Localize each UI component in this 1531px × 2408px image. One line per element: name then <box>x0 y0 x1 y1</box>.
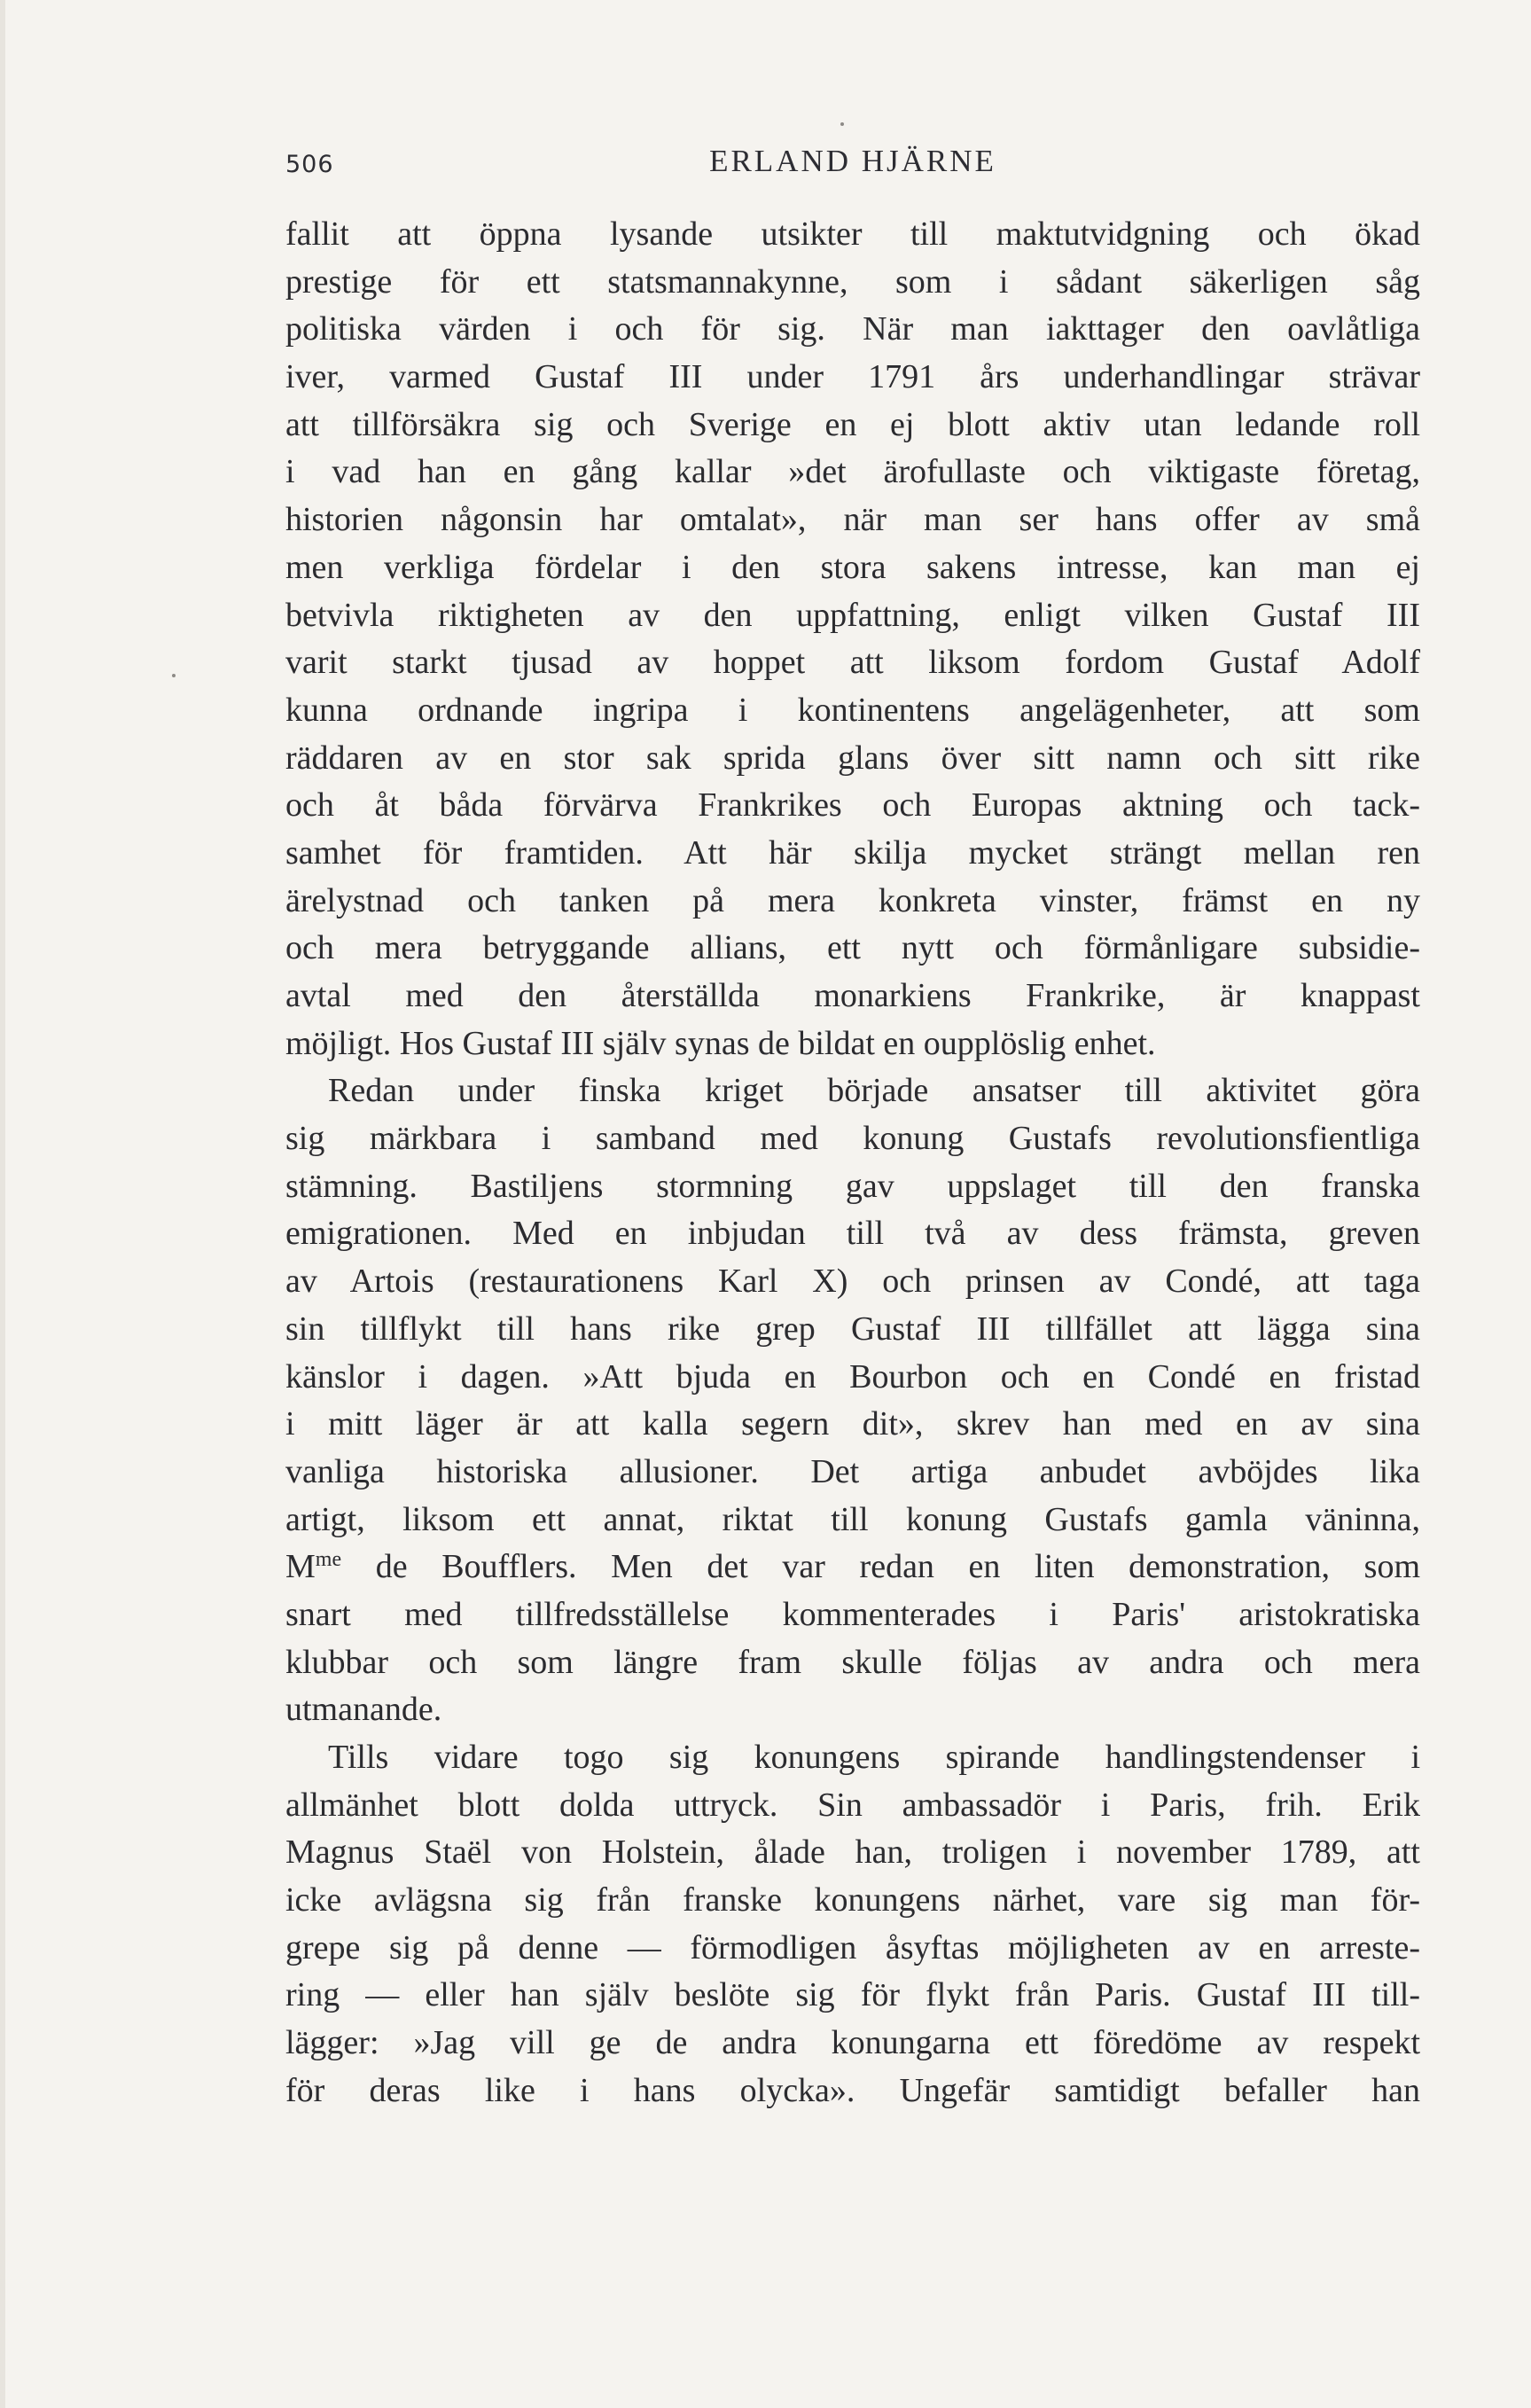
text-line: stämning. Bastiljens stormning gav uppslaget till den franska <box>285 1167 1420 1205</box>
text-line: men verkliga fördelar i den stora sakens intresse, kan man ej <box>285 548 1420 586</box>
text-line: politiska värden i och för sig. När man iakttager den oavlåtliga <box>285 310 1420 348</box>
text-line: samhet för framtiden. Att här skilja mycket strängt mellan ren <box>285 833 1420 872</box>
text-line: fallit att öppna lysande utsikter till maktutvidgning och ökad <box>285 215 1420 253</box>
text-line: och åt båda förvärva Frankrikes och Europas aktning och tack- <box>285 786 1420 825</box>
text-line: allmänhet blott dolda uttryck. Sin ambassadör i Paris, frih. Erik <box>285 1786 1420 1824</box>
paragraph-start-line: Redan under finska kriget började ansatser till aktivitet göra <box>328 1072 1420 1110</box>
mme-abbrev: $M^{me}$ <box>285 1548 342 1586</box>
text-line: klubbar och som längre fram skulle följas av andra och mera <box>285 1643 1420 1681</box>
text-line: avtal med den återställda monarkiens Frankrike, är knappast <box>285 977 1420 1014</box>
page-header <box>285 144 1420 188</box>
text-line: ärelystnad och tanken på mera konkreta vinster, främst en ny <box>285 881 1420 919</box>
text-line: möjligt. Hos Gustaf III själv synas de bildat en oupplöslig enhet. <box>285 1024 1156 1062</box>
text-line: och mera betryggande allians, ett nytt och förmånligare subsidie- <box>285 929 1420 967</box>
page-edge-shadow <box>0 0 5 2408</box>
text-line: vanliga historiska allusioner. Det artiga anbudet avböjdes lika <box>285 1452 1420 1490</box>
text-line: artigt, liksom ett annat, riktat till konung Gustafs gamla väninna, <box>285 1500 1420 1538</box>
text-line: iver, varmed Gustaf III under 1791 års underhandlingar strävar <box>285 358 1420 396</box>
text-line: i vad han en gång kallar »det ärofullaste och viktigaste företag, <box>285 453 1420 491</box>
text-line: för deras like i hans olycka». Ungefär samtidigt befaller han <box>285 2071 1420 2109</box>
paper-speck <box>172 674 176 677</box>
text-line-mme: $M^{me}$ de Boufflers. Men det var redan en liten demonstration, som <box>285 1548 1421 1586</box>
text-line: utmanande. <box>285 1691 442 1729</box>
text-line: historien någonsin har omtalat», när man ser hans offer av små <box>285 501 1420 539</box>
text-line: betvivla riktigheten av den uppfattning, enligt vilken Gustaf III <box>285 596 1420 634</box>
paper-speck <box>840 122 844 126</box>
text-line: lägger: »Jag vill ge de andra konungarna ett föredöme av respekt <box>285 2024 1420 2062</box>
text-line: känslor i dagen. »Att bjuda en Bourbon och en Condé en fristad <box>285 1357 1420 1396</box>
text-line: varit starkt tjusad av hoppet att liksom fordom Gustaf Adolf <box>285 644 1420 682</box>
text-line: att tillförsäkra sig och Sverige en ej blott aktiv utan ledande roll <box>285 405 1420 443</box>
page-number: 506 <box>285 151 334 178</box>
text-line: sin tillflykt till hans rike grep Gustaf III tillfället att lägga sina <box>285 1310 1420 1348</box>
text-line: i mitt läger är att kalla segern dit», skrev han med en av sina <box>285 1405 1420 1443</box>
paragraph-start-line: Tills vidare togo sig konungens spirande handlingstendenser i <box>328 1739 1420 1776</box>
text-line: icke avlägsna sig från franske konungens närhet, vare sig man för- <box>285 1881 1420 1919</box>
text-line: räddaren av en stor sak sprida glans över sitt namn och sitt rike <box>285 739 1420 777</box>
text-line: grepe sig på denne — förmodligen åsyftas möjligheten av en arreste- <box>285 1928 1420 1966</box>
text-line: sig märkbara i samband med konung Gustafs revolutionsfientliga <box>285 1120 1420 1158</box>
text-line: Magnus Staël von Holstein, ålade han, troligen i november 1789, att <box>285 1833 1420 1872</box>
text-line: emigrationen. Med en inbjudan till två av dess främsta, greven <box>285 1215 1420 1253</box>
running-head: ERLAND HJÄRNE <box>709 144 996 178</box>
body-text <box>285 211 1420 2115</box>
text-line: snart med tillfredsställelse kommenterades i Paris' aristokratiska <box>285 1595 1420 1633</box>
text-line: prestige för ett statsmannakynne, som i sådant säkerligen såg <box>285 262 1420 301</box>
text-line: ring — eller han själv beslöte sig för flykt från Paris. Gustaf III till- <box>285 1976 1420 2014</box>
text-line: kunna ordnande ingripa i kontinentens angelägenheter, att som <box>285 691 1420 729</box>
text-line: av Artois (restaurationens Karl X) och prinsen av Condé, att taga <box>285 1263 1420 1301</box>
